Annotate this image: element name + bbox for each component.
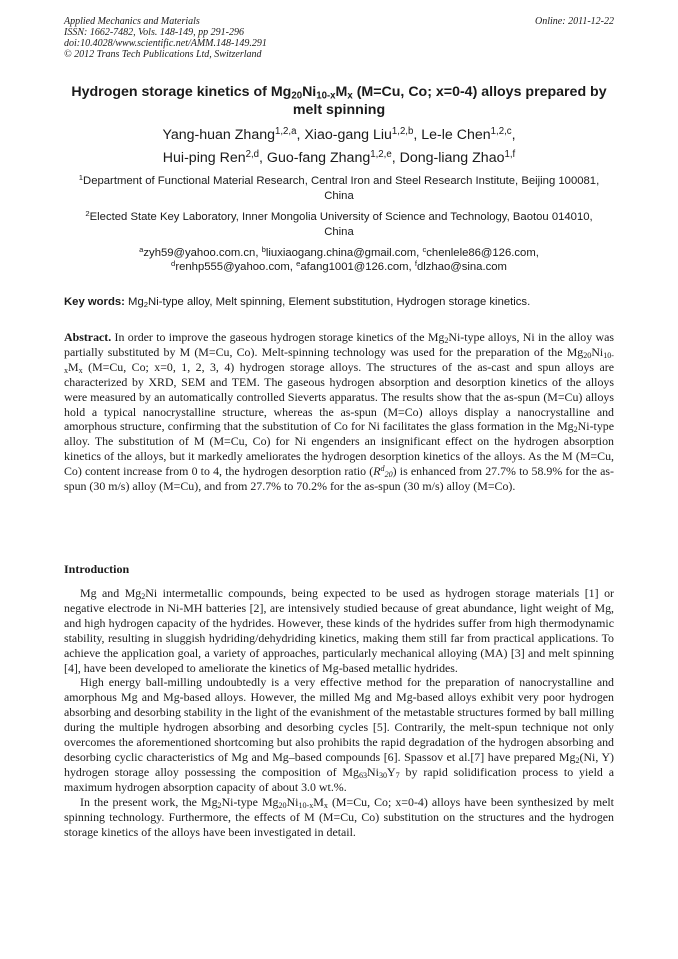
author-list	[64, 124, 614, 170]
affiliation-2: $^2$Elected State Key Laboratory, Inner Mongolia University of Science and Technology, Baotou 014010, China	[85, 209, 593, 238]
author-name: Dong-liang Zhao	[399, 150, 505, 166]
online-date: Online: 2011-12-22	[535, 16, 614, 27]
author-line-1: Yang-huan Zhang$^{1,2,a}$, Xiao-gang Liu$^{1,2,b}$, Le-le Chen$^{1,2,c}$,	[162, 126, 516, 143]
email-link[interactable]: dlzhao@sina.com	[416, 261, 507, 273]
paragraph: High energy ball-milling undoubtedly is a very effective method for the preparation of nanocrystalline and amorphous Mg and Mg-based alloys. However, the milled Mg and Mg-based alloys exhibit very poor hydrogen absorbing and desorbing stability in the light of the evanishment of the metastable structures formed by ball milling during the multiple hydrogen absorbing and desorbing cycles [5]. Contrarily, the melt-spun technique not only overcomes the aforementioned shortcoming but also prohibits the rapid degradation of the hydrogen absorbing and desorbing cyclic characteristics of Mg and Mg–based compounds [6]. Spassov et al.[7] have prepared $Mg_2(Ni$, Y) hydrogen storage alloy possessing the composition of $Mg_{63}Ni_{30}Y_7$ by rapid solidification process to yield a maximum hydrogen absorption capacity of about 3.0 wt.%.	[64, 675, 614, 794]
email-link[interactable]: liuxiaogang.china@gmail.com,	[265, 247, 423, 259]
author-name: Yang-huan Zhang	[162, 127, 275, 143]
email-list: $^a$zyh59@yahoo.com.cn, $^b$liuxiaogang.china@gmail.com, $^c$chenlele86@126.com, $^d$renhp555@yahoo.com, $^e$afang1001@126.com, $^f$dlzhao@sina.com	[139, 245, 539, 273]
abstract-label: Abstract.	[64, 330, 112, 344]
introduction-body	[64, 586, 614, 839]
desorption-ratio-symbol: $R^d_{20}$	[373, 464, 393, 480]
keywords-label: Key words:	[64, 296, 125, 308]
author-name: Le-le Chen	[421, 127, 491, 143]
introduction-heading: Introduction	[64, 562, 130, 576]
keywords: Key words: $Mg_2Ni$-type alloy, Melt spinning, Element substitution, Hydrogen storage kinetics.	[64, 296, 531, 309]
email-link[interactable]: renhp555@yahoo.com,	[175, 261, 297, 273]
running-head	[64, 16, 614, 60]
author-line-2: Hui-ping Ren$^{2,d}$, Guo-fang Zhang$^{1,2,e}$, Dong-liang Zhao$^{1,f}$	[162, 149, 516, 166]
email-link[interactable]: afang1001@126.com,	[300, 261, 415, 273]
author-name: Hui-ping Ren	[162, 150, 246, 166]
paper-title: Hydrogen storage kinetics of $Mg_{20}Ni_{10-x}M_x$ (M=Cu, Co; x=0-4) alloys prepared by melt spinning	[71, 84, 607, 118]
email-link[interactable]: chenlele86@126.com,	[426, 247, 539, 259]
paragraph: Mg and $Mg_2Ni$ intermetallic compounds, being expected to be used as hydrogen storage materials [1] or negative electrode in Ni-MH batteries [2], are intensively studied because of great abundance, light weight of Mg, and high hydrogen capacity of the hydrides. However, these kinds of the hydrides suffer from high thermodynamic stability, resulting in sluggish hydriding/dehydriding kinetics, making them still far from practical applications. To achieve the application goal, a variety of approaches, particularly mechanical alloying (MA) [3] and melt spinning [4], have been developed to ameliorate the kinetics of Mg-based metallic hydrides.	[64, 586, 614, 675]
abstract: Abstract. In order to improve the gaseous hydrogen storage kinetics of the $Mg_2Ni$-type alloys, Ni in the alloy was partially substituted by M (M=Cu, Co). Melt-spinning technology was used for the preparation of the $Mg_{20}Ni_{10-x}M_x$ (M=Cu, Co; x=0, 1, 2, 3, 4) hydrogen storage alloys. The structures of the as-cast and spun alloys are characterized by XRD, SEM and TEM. The gaseous hydrogen absorption and desorption kinetics of the alloys were measured by an automatically controlled Sieverts apparatus. The results show that the as-spun (M=Cu) alloys hold a typical nanocrystalline structure, whereas the as-spun (M=Co) alloys display a nanocrystalline and amorphous structure, confirming that the substitution of Co for Ni facilitates the glass formation in the $Mg_2Ni$-type alloy. The substitution of M (M=Cu, Co) for Ni engenders an insignificant effect on the hydrogen absorption kinetics of the alloys, but it markedly ameliorates the hydrogen desorption kinetics of the alloys. As the M (M=Cu, Co) content increase from 0 to 4, the hydrogen desorption ratio $(R^d_{20})$ is enhanced from 27.7% to 58.9% for the as-spun (30 m/s) alloy (M=Cu), and from 27.7% to 70.2% for the as-spun (30 m/s) alloy (M=Co).	[64, 330, 614, 494]
issn-line: ISSN: 1662-7482, Vols. 148-149, pp 291-296	[64, 27, 244, 38]
journal-name: Applied Mechanics and Materials	[64, 16, 200, 27]
author-name: Xiao-gang Liu	[304, 127, 392, 143]
author-name: Guo-fang Zhang	[266, 150, 371, 166]
doi-line[interactable]: doi:10.4028/www.scientific.net/AMM.148-149.291	[64, 38, 267, 49]
paragraph: In the present work, the $Mg_2Ni$-type $Mg_{20}Ni_{10-x}M_x$ (M=Cu, Co; x=0-4) alloys have been synthesized by melt spinning technology. Furthermore, the effects of M (M=Cu, Co) substitution on the structures and the hydrogen storage kinetics of the alloys have been investigated in detail.	[64, 794, 614, 839]
copyright-line: © 2012 Trans Tech Publications Ltd, Switzerland	[64, 49, 262, 60]
email-link[interactable]: zyh59@yahoo.com.cn,	[143, 247, 262, 259]
affiliation-1: $^1$Department of Functional Material Research, Central Iron and Steel Research Institute, Beijing 100081, China	[78, 173, 600, 202]
